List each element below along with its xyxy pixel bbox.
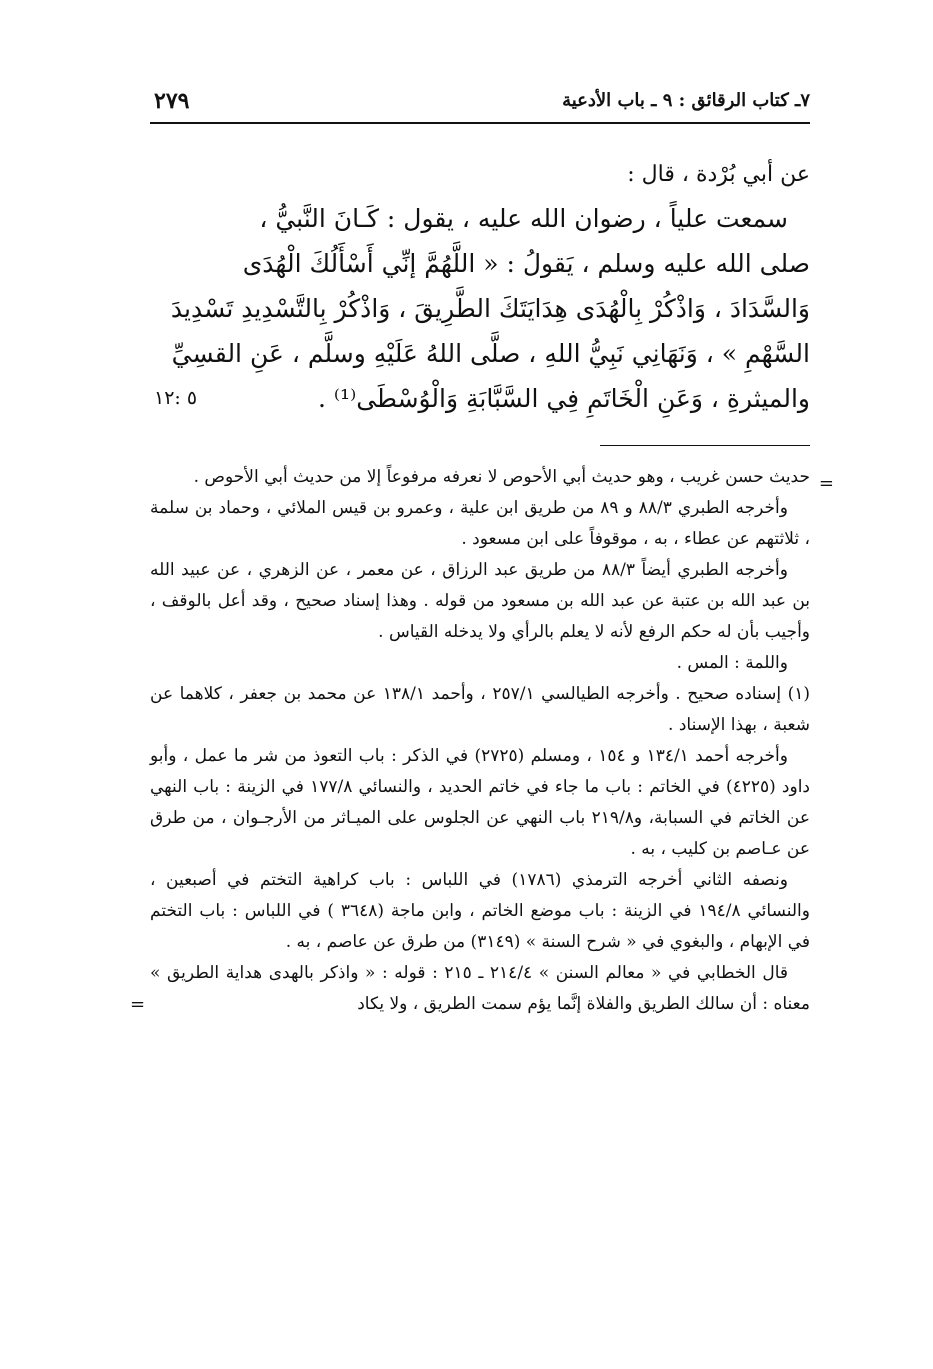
- hadith-line: صلى الله عليه وسلم ، يَقولُ : « اللَّهُمَّ إنِّي أَسْأَلُكَ الْهُدَى: [242, 249, 810, 278]
- cross-reference: ٥ :١٢: [154, 387, 198, 409]
- footnote-paragraph: وأخرجه الطبري أيضاً ٨٨/٣ من طريق عبد الرزاق ، عن معمر ، عن الزهري ، عن عبيد الله بن عبد الله بن عتبة عن عبد الله بن مسعود من قوله . وهذا إسناد صحيح ، وقد أعل بالوقف ، وأجيب بأن له حكم الرفع لأنه لا يعلم بالرأي ولا يدخله القياس .: [150, 560, 810, 642]
- footnote-paragraph: وأخرجه أحمد ١٣٤/١ و ١٥٤ ، ومسلم (٢٧٢٥) في الذكر : باب التعوذ من شر ما عمل ، وأبو داود (٤٢٢٥) في الخاتم : باب ما جاء في خاتم الحديد ، والنسائي ١٧٧/٨ في الزينة : باب النهي عن الخاتم في السبابة، و٢١٩/٨ باب النهي عن الجلوس على الميـاثر من الأرجـوان ، من طرق عن عـاصم بن كليب ، به .: [150, 746, 810, 859]
- footnote-paragraph: حديث حسن غريب ، وهو حديث أبي الأحوص لا نعرفه مرفوعاً إلا من حديث أبي الأحوص .: [193, 467, 810, 487]
- continuation-mark-bottom: =: [130, 994, 146, 1015]
- footnote-paragraph: وأخرجه الطبري ٨٨/٣ و ٨٩ من طريق ابن علية ، وعمرو بن قيس الملائي ، وحماد بن سلمة ، ثلاثتهم عن عطاء ، به ، موقوفاً على ابن مسعود .: [150, 498, 810, 549]
- page-number: ٢٧٩: [154, 88, 190, 114]
- footnotes: [130, 462, 834, 1020]
- hadith-line: السَّهْمِ » ، وَنَهَانِي نَبِيُّ اللهِ ، صلَّى اللهُ عَلَيْهِ وسلَّم ، عَنِ القسِيِّ: [171, 339, 810, 368]
- footnote-paragraph: ونصفه الثاني أخرجه الترمذي (١٧٨٦) في اللباس : باب كراهية التختم في أصبعين ، والنسائي ١٩٤/٨ في الزينة : باب موضع الخاتم ، وابن ماجة (٣٦٤٨ ) في اللباس : باب التختم في الإبهام ، والبغوي في « شرح السنة » (٣١٤٩) من طرق عن عاصم ، به .: [150, 870, 810, 952]
- hadith-isnad-intro: عن أبي بُرْدة ، قال :: [627, 162, 810, 187]
- footnote-paragraph: واللمة : المس .: [676, 653, 788, 673]
- page-header: [150, 86, 810, 124]
- hadith-text: [150, 154, 810, 421]
- chapter-title: ٧ـ كتاب الرقائق : ٩ ـ باب الأدعية: [562, 90, 810, 111]
- footnote-separator: [600, 445, 810, 446]
- book-page: [130, 86, 834, 1356]
- footnote-1: (١) إسناده صحيح . وأخرجه الطيالسي ٢٥٧/١ ، وأحمد ١٣٨/١ عن محمد بن جعفر ، كلاهما عن شعبة ، بهذا الإسناد .: [150, 684, 810, 735]
- hadith-line: وَالسَّدَادَ ، وَاذْكُرْ بِالْهُدَى هِدَايَتَكَ الطَّرِيقَ ، وَاذْكُرْ بِالتَّسْدِيدِ تَسْدِيدَ: [170, 294, 810, 323]
- footnote-paragraph: قال الخطابي في « معالم السنن » ٢١٤/٤ ـ ٢١٥ : قوله : « واذكر بالهدى هداية الطريق » معناه : أن سالك الطريق والفلاة إنَّما يؤم سمت الطريق ، ولا يكاد: [150, 963, 810, 1014]
- hadith-line: سمعت علياً ، رضوان الله عليه ، يقول : كَـانَ النَّبيُّ ،: [259, 204, 788, 233]
- hadith-line-last: [150, 376, 810, 421]
- continuation-mark-top: =: [818, 473, 834, 494]
- hadith-line-text: والميثرةِ ، وَعَنِ الْخَاتَمِ فِي السَّبَّابَةِ وَالْوُسْطَى⁽¹⁾ .: [318, 384, 810, 413]
